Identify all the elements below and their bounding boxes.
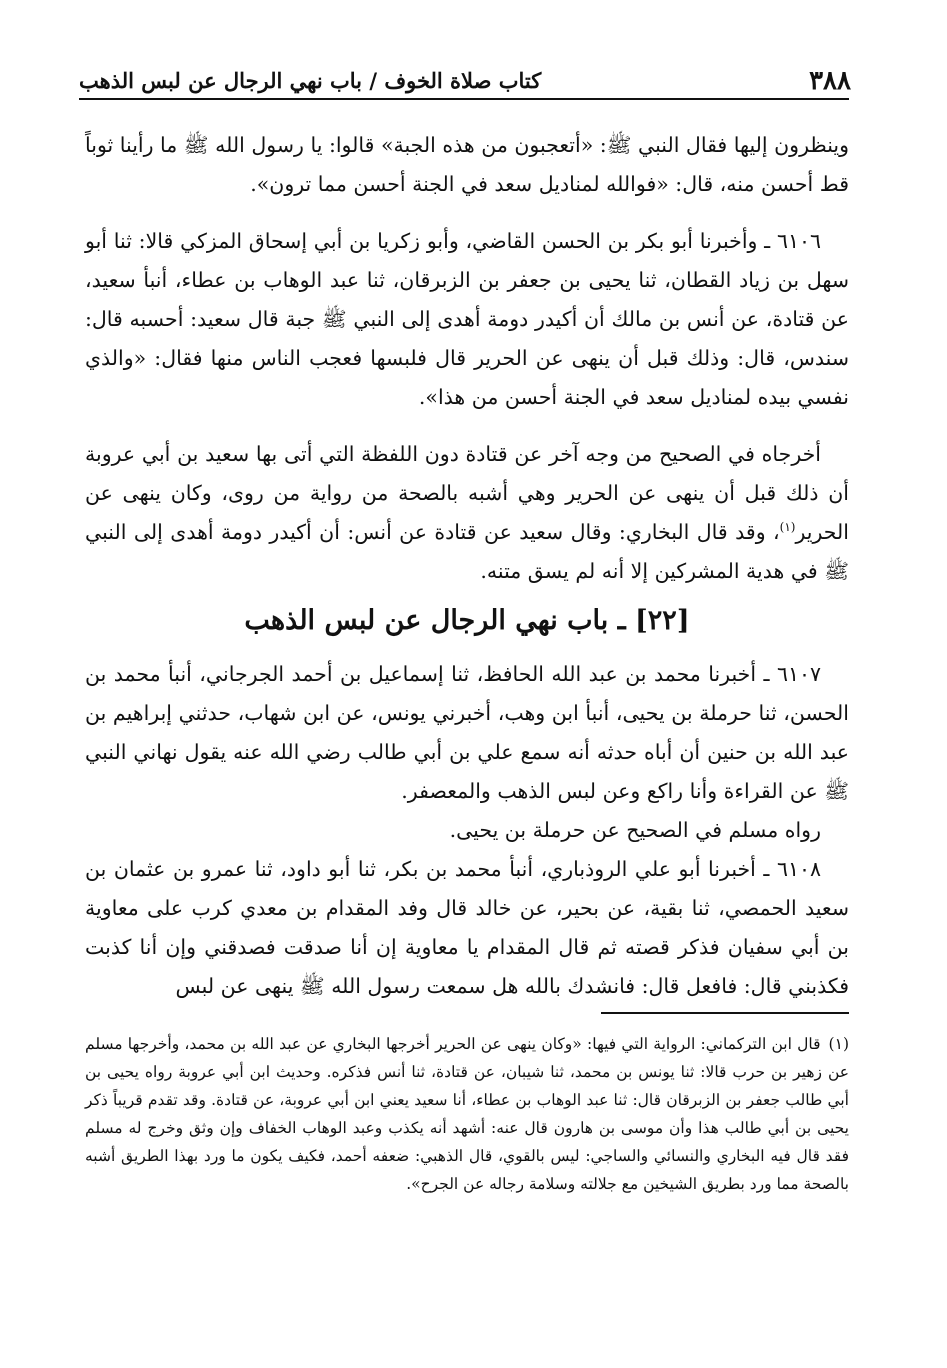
hadith-6107: ٦١٠٧ ـ أخبرنا محمد بن عبد الله الحافظ، ثنا إسماعيل بن أحمد الجرجاني، أنبأ محمد بن الحسن، ثنا حرملة بن يحيى، أنبأ ابن وهب، أخبرني يونس، عن ابن شهاب، حدثني إبراهيم بن عبد الله بن حنين أن أباه حدثه أنه سمع علي بن أبي طالب رضي الله عنه يقول نهاني النبي ﷺ عن القراءة وأنا راكع وعن لبس الذهب والمعصفر. bbox=[85, 662, 849, 803]
hadith-6108: ٦١٠٨ ـ أخبرنا أبو علي الروذباري، أنبأ محمد بن بكر، ثنا أبو داود، ثنا عمرو بن عثمان بن سعيد الحمصي، ثنا بقية، عن بحير، عن خالد قال وفد المقدام بن معدي كرب على معاوية بن أبي سفيان فذكر قصته ثم قال المقدام يا معاوية إن أنا صدقت فصدقني وإن أنا كذبت فكذبني قال: فافعل قال: فانشدك بالله هل سمعت رسول الله ﷺ ينهى عن لبس bbox=[85, 857, 849, 998]
page-number: ٣٨٨ bbox=[809, 66, 851, 96]
footnote-number: (١) bbox=[828, 1035, 849, 1053]
hadith-6106: ٦١٠٦ ـ وأخبرنا أبو بكر بن الحسن القاضي، وأبو زكريا بن أبي إسحاق المزكي قالا: ثنا أبو سهل بن زياد القطان، ثنا يحيى بن جعفر بن الزبرقان، ثنا عبد الوهاب بن عطاء، أنبأ سعيد، عن قتادة، عن أنس بن مالك أن أكيدر دومة أهدى إلى النبي ﷺ جبة قال سعيد: أحسبه قال: سندس، قال: وذلك قبل أن ينهى عن الحرير قال فلبسها فعجب الناس منها فقال: «والذي نفسي بيده لمناديل سعد في الجنة أحسن من هذا». bbox=[85, 229, 849, 409]
commentary-text-part1: أخرجاه في الصحيح من وجه آخر عن قتادة دون اللفظة التي أتى بها سعيد بن أبي عروبة أن ذلك قبل أن ينهى عن الحرير وهي أشبه بالصحة من رواية من روى، وكان ينهى عن الحرير bbox=[85, 442, 849, 544]
footnotes bbox=[85, 1030, 849, 1198]
book-page bbox=[79, 58, 851, 1338]
footnote-separator bbox=[601, 1012, 849, 1014]
footnote-text: قال ابن التركماني: الرواية التي فيها: «وكان ينهى عن الحرير أخرجها البخاري عن عبد الله بن محمد، وأخرجها مسلم عن زهير بن حرب قالا: ثنا يونس بن محمد، ثنا شيبان، عن قتادة، ثنا أنس فذكره. وحديث ابن أبي عروبة رواه يحيى بن أبي طالب جعفر بن الزبرقان قال: ثنا عبد الوهاب بن عطاء، أنا سعيد يعني ابن أبي عروبة، عن قتادة. وقد تقدم قريباً ذكر يحيى بن أبي طالب هذا وأن موسى بن هارون قال عنه: أشهد أنه يكذب وعبد الوهاب الخفاف وإن وثق وخرج له مسلم فقد قال فيه البخاري والنسائي والساجي: ليس بالقوي، قال الذهبي: ضعفه أحمد، فكيف يكون ما ورد بهذا الطريق أشبه بالصحة مما ورد بطريق الشيخين مع جلالته وسلامة رجاله عن الجرح». bbox=[85, 1035, 849, 1193]
chapter-heading: [٢٢] ـ باب نهي الرجال عن لبس الذهب bbox=[244, 605, 690, 636]
footnote-1 bbox=[85, 1030, 849, 1198]
main-text bbox=[85, 126, 849, 1006]
commentary-text-part2: ، وقد قال البخاري: وقال سعيد عن قتادة عن أنس: أن أكيدر دومة أهدى إلى النبي ﷺ في هدية المشركين إلا أنه لم يسق متنه. bbox=[85, 520, 849, 583]
footnote-reference[interactable]: (١) bbox=[779, 520, 796, 535]
paragraph-continuation: وينظرون إليها فقال النبي ﷺ: «أتعجبون من هذه الجبة» قالوا: يا رسول الله ﷺ ما رأينا ثوباً قط أحسن منه، قال: «فوالله لمناديل سعد في الجنة أحسن مما ترون». bbox=[85, 133, 849, 196]
running-header bbox=[79, 58, 851, 98]
commentary-paragraph bbox=[85, 435, 849, 591]
header-rule bbox=[79, 98, 849, 100]
narration-note: رواه مسلم في الصحيح عن حرملة بن يحيى. bbox=[449, 818, 821, 842]
running-title: كتاب صلاة الخوف / باب نهي الرجال عن لبس الذهب bbox=[79, 68, 542, 93]
